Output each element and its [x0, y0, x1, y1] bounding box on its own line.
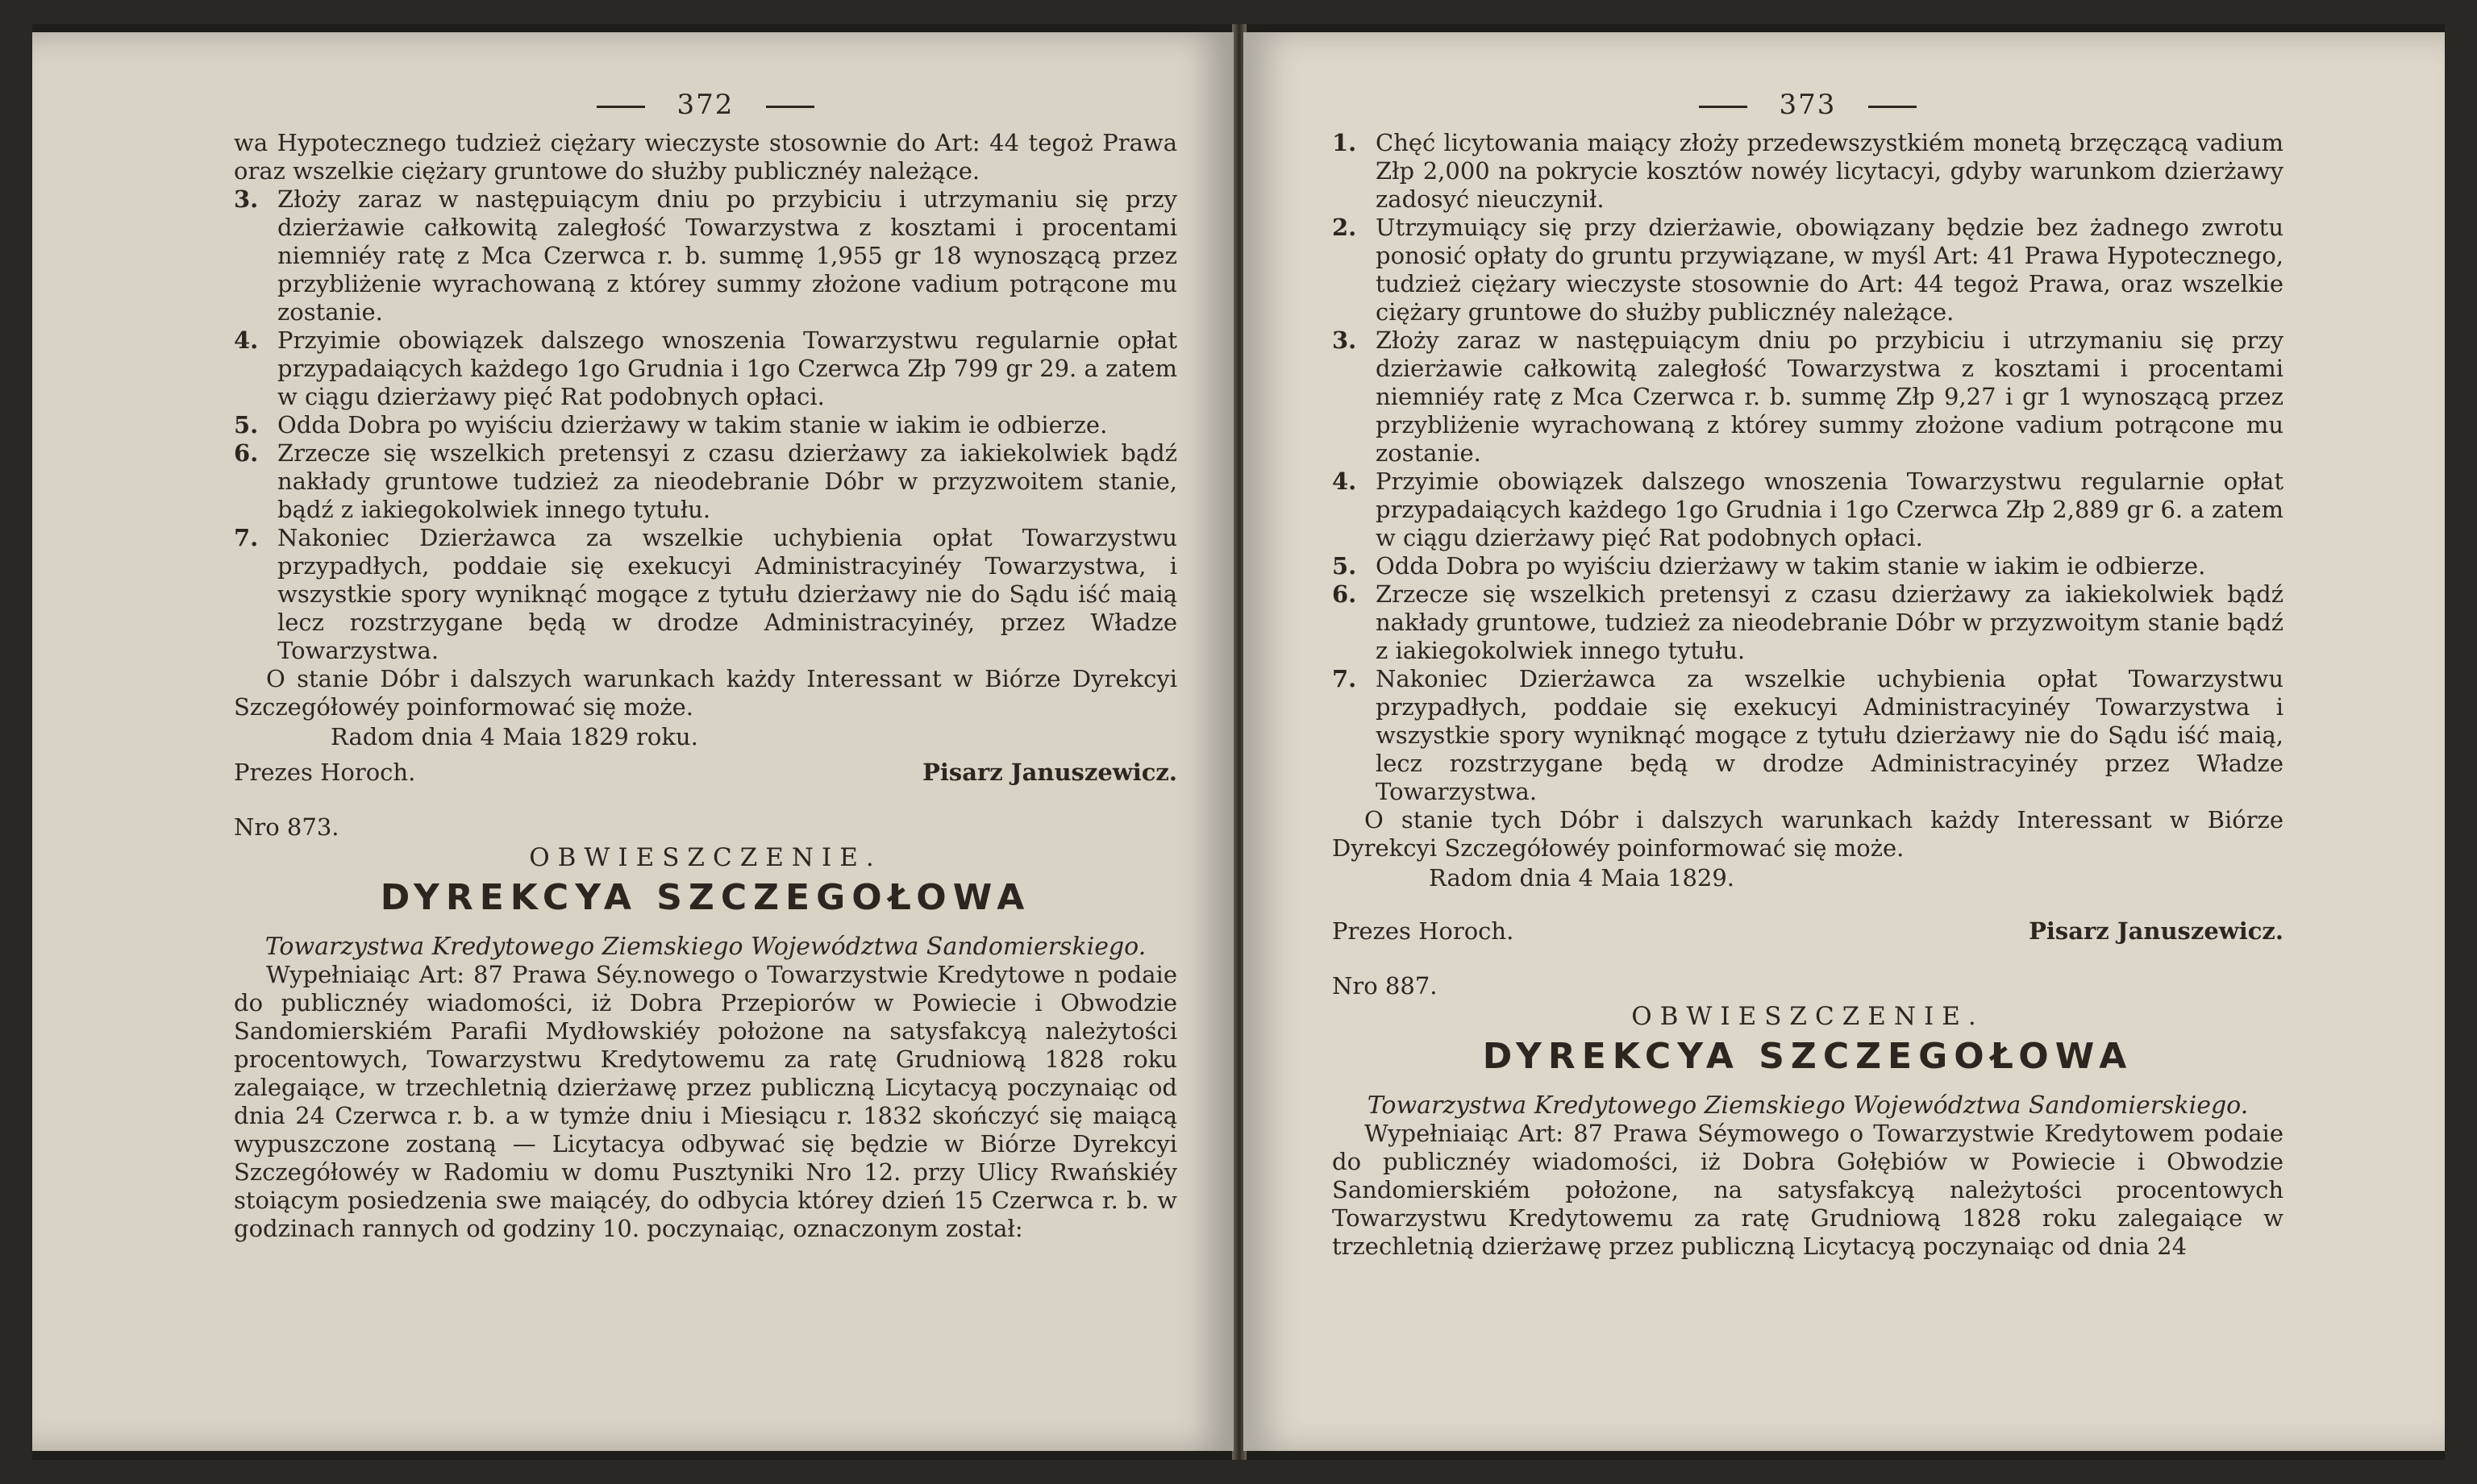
closing-paragraph: O stanie Dóbr i dalszych warunkach każdy Interessant w Biórze Dyrekcyi Szczegółowéy poinformować się może.	[234, 665, 1177, 721]
book-spread	[32, 24, 2445, 1460]
society-subtitle: Towarzystwa Kredytowego Ziemskiego Województwa Sandomierskiego.	[1367, 1091, 2249, 1120]
spacer	[1332, 892, 2283, 910]
condition-item	[1332, 468, 2283, 552]
item-text: Nakoniec Dzierżawca za wszelkie uchybienia opłat Towarzystwu przypadłych, poddaie się exekucyi Administracyinéy Towarzystwa i wszystkie spory wyniknąć mogące z tytułu dzierżawy nie do Sądu iść maią, lecz rozstrzygane będą w drodze Administracyinéy przez Władze Towarzystwa.	[1376, 665, 2283, 805]
announcement-heading: OBWIESZCZENIE.	[529, 843, 882, 872]
right-page	[1243, 32, 2445, 1451]
item-number: 5.	[234, 411, 259, 439]
continuation-text: wa Hypotecznego tudzież ciężary wieczyste stosownie do Art: 44 tegoż Prawa oraz wszelkie ciężary gruntowe do służby publicznéy należące.	[234, 129, 1177, 185]
item-number: 6.	[1332, 580, 1357, 608]
item-text: Przyimie obowiązek dalszego wnoszenia Towarzystwu regularnie opłat przypadaiących każdego 1go Grudnia i 1go Czerwca Złp 799 gr 29. a zatem w ciągu dzierżawy pięć Rat podobnych opłaci.	[277, 326, 1177, 410]
item-text: Chęć licytowania maiący złoży przedewszystkiém monetą brzęczącą vadium Złp 2,000 na pokrycie kosztów nowéy licytacyi, gdyby warunkom dzierżawy zadosyć nieuczynił.	[1376, 129, 2283, 213]
president-signature: Prezes Horoch.	[234, 759, 416, 786]
closing-paragraph: O stanie tych Dóbr i dalszych warunkach każdy Interessant w Biórze Dyrekcyi Szczegółowéy poinformować się może.	[1332, 806, 2283, 862]
item-text: Nakoniec Dzierżawca za wszelkie uchybienia opłat Towarzystwu przypadłych, poddaie się exekucyi Administracyinéy Towarzystwa, i wszystkie spory wyniknąć mogące z tytułu dzierżawy nie do Sądu iść maią lecz rozstrzygane będą w drodze Administracyinéy, przez Władze Towarzystwa.	[277, 524, 1177, 664]
announcement-heading: OBWIESZCZENIE.	[1631, 1002, 1984, 1031]
item-text: Odda Dobra po wyiściu dzierżawy w takim stanie w iakim ie odbierze.	[277, 411, 1108, 439]
item-number: 4.	[234, 326, 259, 354]
notice-number: Nro 887.	[1332, 972, 1438, 1000]
society-subtitle: Towarzystwa Kredytowego Ziemskiego Województwa Sandomierskiego.	[264, 933, 1147, 961]
item-text: Zrzecze się wszelkich pretensyi z czasu dzierżawy za iakiekolwiek bądź nakłady gruntowe, tudzież za nieodebranie Dóbr w przyzwoitym stanie bądź z iakiegokolwiek innego tytułu.	[1376, 580, 2283, 664]
directorate-heading: DYREKCYA SZCZEGOŁOWA	[1482, 1036, 2134, 1077]
notice-number: Nro 873.	[234, 813, 339, 841]
condition-item	[234, 524, 1177, 665]
condition-item	[1332, 214, 2283, 326]
condition-item	[234, 439, 1177, 524]
page-number-text: 372	[676, 89, 735, 121]
item-number: 2.	[1332, 214, 1357, 241]
item-number: 6.	[234, 439, 259, 467]
date-line: Radom dnia 4 Maia 1829.	[1429, 864, 1735, 892]
item-number: 7.	[234, 524, 259, 551]
page-number-text: 373	[1779, 89, 1837, 121]
page-number	[234, 81, 1177, 129]
item-text: Utrzymuiący się przy dzierżawie, obowiązany będzie bez żadnego zwrotu ponosić opłaty do gruntu przywiązane, w myśl Art: 41 Prawa Hypotecznego, tudzież ciężary wieczyste stosownie do Art: 44 tegoż Prawa, oraz wszelkie ciężary gruntowe do służby publicznéy należące.	[1376, 214, 2283, 326]
item-number: 3.	[1332, 326, 1357, 354]
notice-body: Wypełniaiąc Art: 87 Prawa Séy.nowego o Towarzystwie Kredytowe n podaie do publicznéy wiadomości, iż Dobra Przepiorów w Powiecie i Obwodzie Sandomierskiém Parafii Mydłowskiéy położone na satysfakcyą należytości procentowych, Towarzystwu Kredytowemu za ratę Grudniową 1828 roku zalegaiące, w trzechletnią dzierżawę przez publiczną Licytacyą poczynaiąc od dnia 24 Czerwca r. b. a w tymże dniu i Miesiącu r. 1832 skończyć się maiącą wypuszczone zostaną — Licytacya odbywać się będzie w Biórze Dyrekcyi Szczegółowéy w Radomiu w domu Pusztyniki Nro 12. przy Ulicy Rwańskiéy stoiącym posiedzenia swe maiącéy, do odbycia którey dzień 15 Czerwca r. b. w godzinach rannych od godziny 10. poczynaiąc, oznaczonym został:	[234, 961, 1177, 1242]
signature-line	[234, 756, 1177, 788]
directorate-heading: DYREKCYA SZCZEGOŁOWA	[380, 877, 1031, 918]
condition-item	[1332, 580, 2283, 665]
page-number-dash	[1868, 106, 1917, 108]
clerk-signature: Pisarz Januszewicz.	[922, 759, 1177, 786]
condition-item	[1332, 665, 2283, 806]
signature-line	[1332, 915, 2283, 947]
item-number: 7.	[1332, 665, 1357, 692]
president-signature: Prezes Horoch.	[1332, 917, 1514, 945]
left-page-content	[234, 81, 1177, 1243]
item-number: 1.	[1332, 129, 1357, 156]
right-page-content	[1332, 81, 2283, 1261]
date-line: Radom dnia 4 Maia 1829 roku.	[331, 723, 698, 750]
item-text: Odda Dobra po wyiściu dzierżawy w takim stanie w iakim ie odbierze.	[1376, 552, 2206, 580]
page-number-dash	[1699, 106, 1747, 108]
item-number: 5.	[1332, 552, 1357, 580]
condition-item	[234, 326, 1177, 411]
condition-item	[1332, 326, 2283, 468]
condition-item	[1332, 552, 2283, 580]
item-text: Zrzecze się wszelkich pretensyi z czasu dzierżawy za iakiekolwiek bądź nakłady gruntowe tudzież za nieodebranie Dóbr w przyzwoitem stanie, bądź z iakiegokolwiek innego tytułu.	[277, 439, 1177, 523]
condition-item	[1332, 129, 2283, 214]
item-number: 4.	[1332, 468, 1357, 495]
item-text: Przyimie obowiązek dalszego wnoszenia Towarzystwu regularnie opłat przypadaiących każdego 1go Grudnia i 1go Czerwca Złp 2,889 gr 6. a zatem w ciągu dzierżawy pięć Rat podobnych opłaci.	[1376, 468, 2283, 551]
condition-item	[234, 411, 1177, 439]
condition-item	[234, 185, 1177, 326]
page-number	[1332, 81, 2283, 129]
clerk-signature: Pisarz Januszewicz.	[2029, 917, 2283, 945]
page-number-dash	[766, 106, 814, 108]
item-text: Złoży zaraz w następuiącym dniu po przybiciu i utrzymaniu się przy dzierżawie całkowitą zaległość Towarzystwa z kosztami i procentami niemniéy ratę z Mca Czerwca r. b. summę Złp 9,27 i gr 1 wynoszącą przez przybliżenie wyrachowaną z którey summy złożone vadium potrącone mu zostanie.	[1376, 326, 2283, 467]
notice-body: Wypełniaiąc Art: 87 Prawa Séymowego o Towarzystwie Kredytowem podaie do publicznéy wiadomości, iż Dobra Gołębiów w Powiecie i Obwodzie Sandomierskiém położone, na satysfakcyą należytości procentowych Towarzystwu Kredytowemu za ratę Grudniową 1828 roku zalegaiące w trzechletnią dzierżawę przez publiczną Licytacyą poczynaiąc od dnia 24	[1332, 1120, 2283, 1260]
page-number-dash	[597, 106, 645, 108]
item-number: 3.	[234, 185, 259, 213]
left-page	[32, 32, 1234, 1451]
item-text: Złoży zaraz w następuiącym dniu po przybiciu i utrzymaniu się przy dzierżawie całkowitą zaległość Towarzystwa z kosztami i procentami niemniéy ratę z Mca Czerwca r. b. summę 1,955 gr 18 wynoszącą przez przybliżenie wyrachowaną z którey summy złożone vadium potrącone mu zostanie.	[277, 185, 1177, 326]
